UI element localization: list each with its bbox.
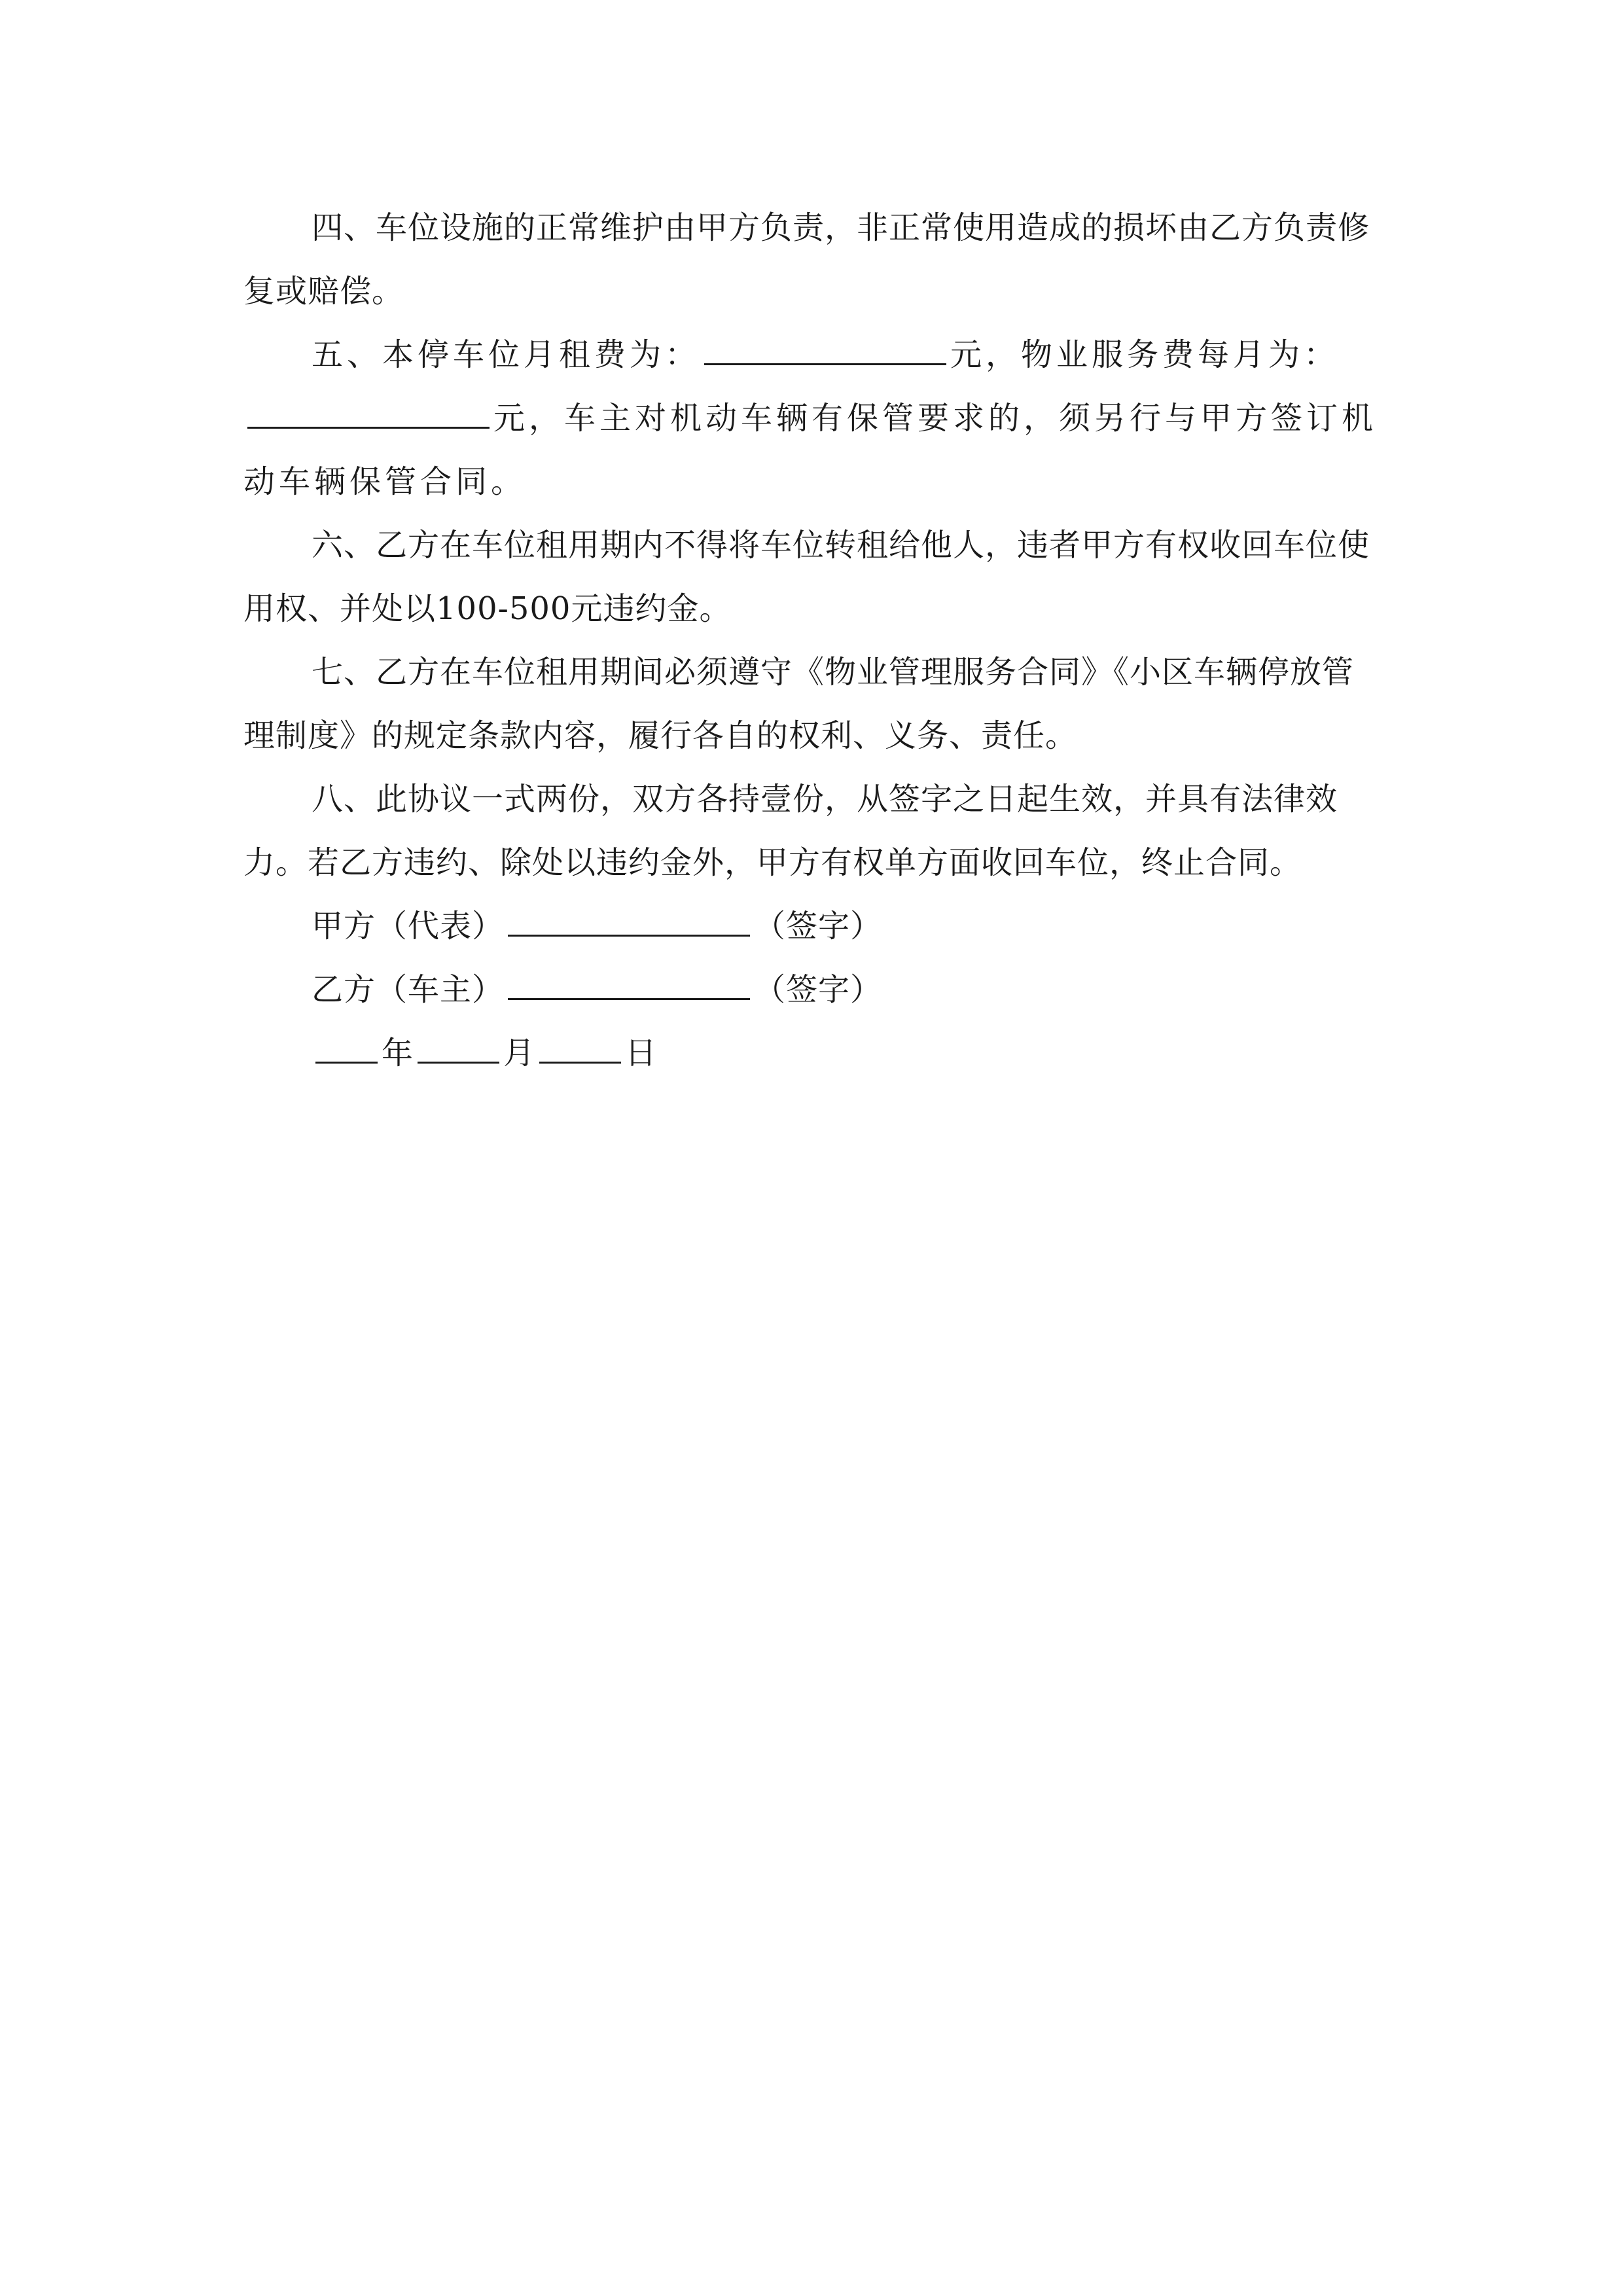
- party-a-signature-blank[interactable]: [508, 908, 750, 937]
- party-b-signature-blank[interactable]: [508, 972, 750, 1000]
- party-a-label: 甲方（代表）: [312, 908, 505, 944]
- clause-5: [243, 323, 1382, 514]
- party-b-signature-line: [243, 958, 1382, 1022]
- clause-8: 八、此协议一式两份，双方各持壹份，从签字之日起生效，并具有法律效力。若乙方违约、除处以违约金外，甲方有权单方面收回车位，终止合同。: [243, 781, 1338, 881]
- party-b-label: 乙方（车主）: [312, 971, 505, 1008]
- document-body: [243, 196, 1382, 1085]
- party-b-sign-note: （签字）: [754, 971, 883, 1008]
- clause-7: 七、乙方在车位租用期间必须遵守《物业管理服务合同》《小区车辆停放管理制度》的规定条款内容，履行各自的权利、义务、责任。: [243, 654, 1355, 754]
- party-a-signature-line: [243, 895, 1382, 958]
- clause-5-service-label: 元，物业服务费每月为：: [950, 336, 1340, 373]
- rent-fee-blank[interactable]: [704, 337, 946, 365]
- month-label: 月: [503, 1035, 536, 1071]
- year-label: 年: [382, 1035, 414, 1071]
- service-fee-blank[interactable]: [247, 401, 490, 429]
- year-blank[interactable]: [315, 1035, 378, 1064]
- day-blank[interactable]: [539, 1035, 621, 1064]
- clause-6: 六、乙方在车位租用期内不得将车位转租给他人，违者甲方有权收回车位使用权、并处以100-500元违约金。: [243, 527, 1370, 627]
- party-a-sign-note: （签字）: [754, 908, 883, 944]
- clause-5-rest: 元，车主对机动车辆有保管要求的，须另行与甲方签订机动车辆保管合同。: [243, 400, 1378, 500]
- day-label: 日: [625, 1035, 658, 1071]
- clause-4: 四、车位设施的正常维护由甲方负责，非正常使用造成的损坏由乙方负责修复或赔偿。: [243, 209, 1370, 310]
- clause-5-rent-label: 五、本停车位月租费为：: [312, 336, 701, 373]
- month-blank[interactable]: [418, 1035, 499, 1064]
- date-line: [243, 1022, 1382, 1085]
